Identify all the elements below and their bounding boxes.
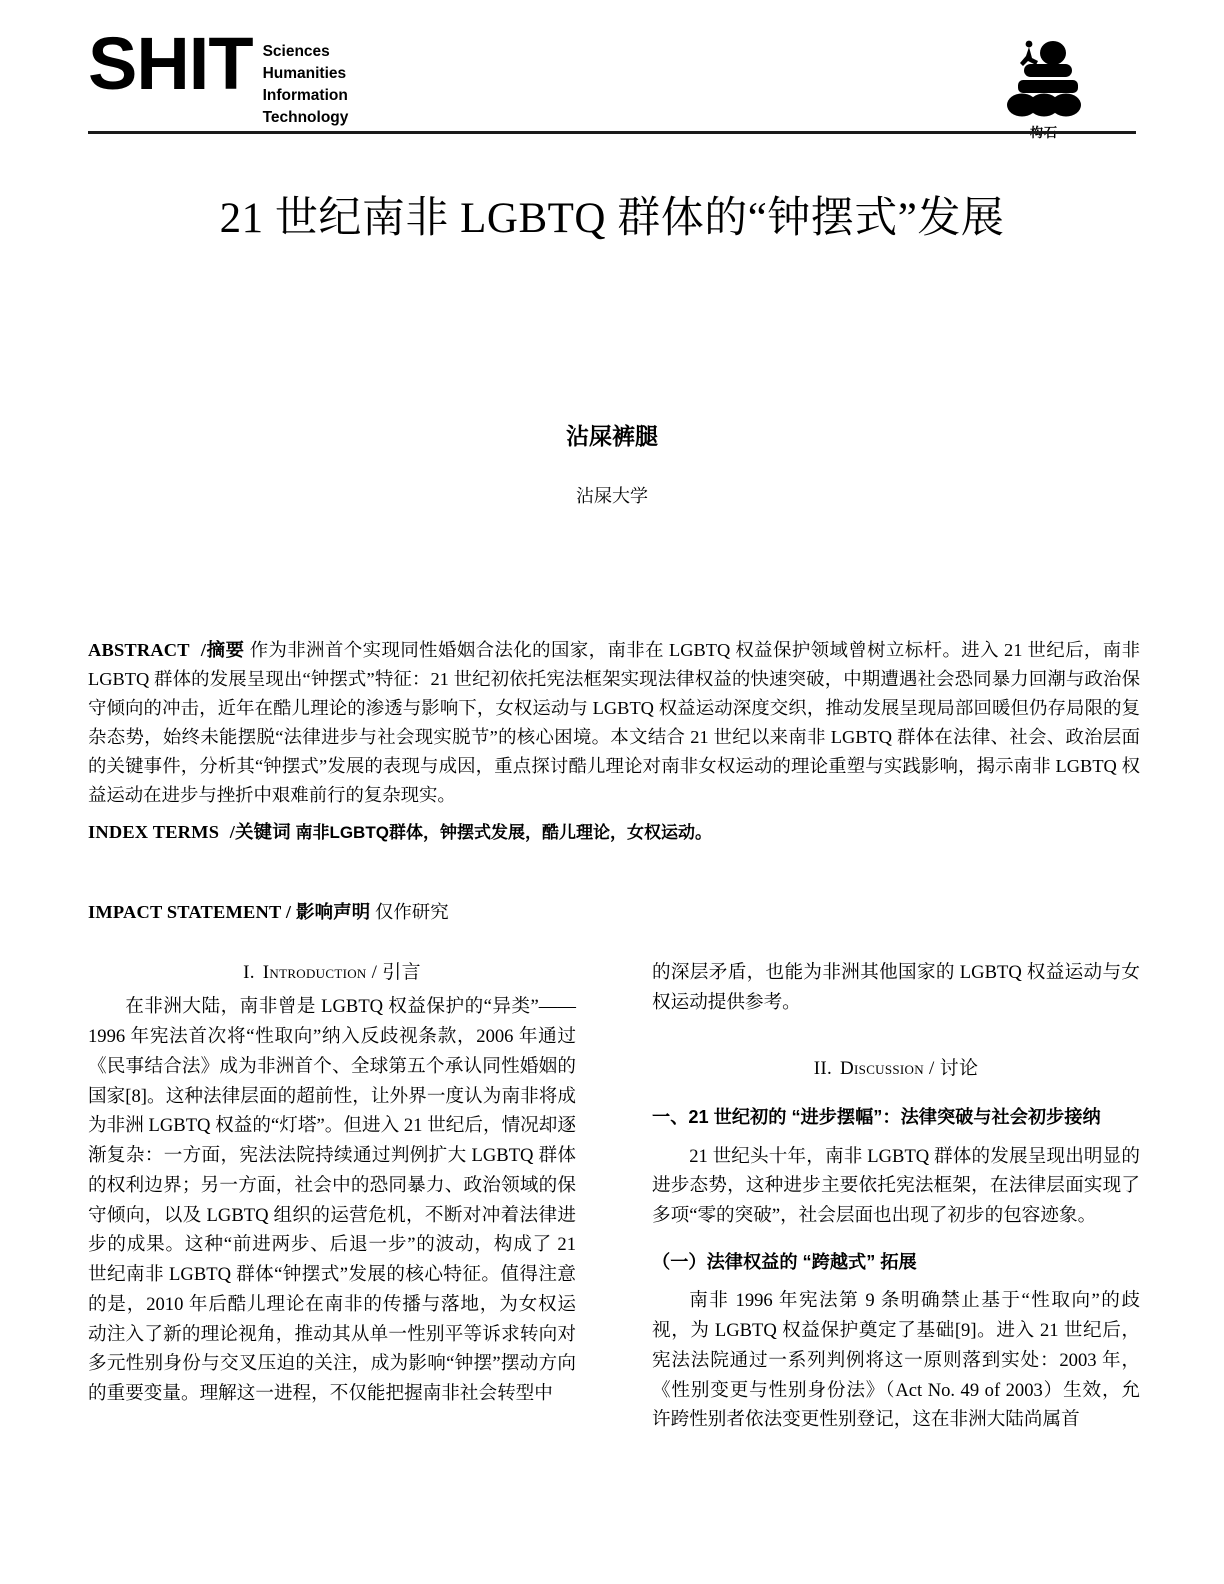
journal-acronym: SHIT bbox=[88, 22, 253, 105]
abstract-body: 作为非洲首个实现同性婚姻合法化的国家，南非在 LGBTQ 权益保护领域曾树立标杆。进入 21 世纪后，南非 LGBTQ 群体的发展呈现出“钟摆式”特征：21 世纪初依托宪法框架实现法律权益的快速突破，中期遭遇社会恐同暴力回潮与政治保守倾向的冲击，近年在酷儿理论的渗透与影响下，女权运动与 LGBTQ 权益运动深度交织，推动发展呈现局部回暖但仍存局限的复杂态势，始终未能摆脱“法律进步与社会现实脱节”的核心困境。本文结合 21 世纪以来南非 LGBTQ 群体在法律、社会、政治层面的关键事件，分析其“钟摆式”发展的表现与成因，重点探讨酷儿理论对南非女权运动的理论重塑与实践影响，揭示南非 LGBTQ 权益运动在进步与挫折中艰难前行的复杂现实。 bbox=[88, 640, 1140, 806]
abstract-label-sep: / bbox=[200, 640, 207, 660]
introduction-paragraph: 在非洲大陆，南非曾是 LGBTQ 权益保护的“异类”——1996 年宪法首次将“性取向”纳入反歧视条款，2006 年通过《民事结合法》成为非洲首个、全球第五个承认同性婚姻的国家[8]。这种法律层面的超前性，让外界一度认为南非将成为非洲 LGBTQ 权益的“灯塔”。但进入 21 世纪后，情况却逐渐复杂：一方面，宪法法院持续通过判例扩大 LGBTQ 群体的权利边界；另一方面，社会中的恐同暴力、政治领域的保守倾向，以及 LGBTQ 组织的运营危机，不断对冲着法律进步的成果。这种“前进两步、后退一步”的波动，构成了 21 世纪南非 LGBTQ 群体“钟摆式”发展的核心特征。值得注意的是，2010 年后酷儿理论在南非的传播与落地，为女权运动注入了新的理论视角，推动其从单一性别平等诉求转向对多元性别身份与交叉压迫的关注，成为影响“钟摆”摆动方向的重要变量。理解这一进程，不仅能把握南非社会转型中 bbox=[88, 996, 576, 1405]
author-name: 沾屎裤腿 bbox=[566, 423, 658, 449]
abstract-label bbox=[88, 640, 245, 660]
section-numeral-discussion: II. bbox=[813, 1057, 833, 1079]
header-divider bbox=[88, 131, 1136, 134]
section-title-discussion-sep: / bbox=[929, 1057, 935, 1079]
publisher-logo bbox=[996, 36, 1092, 146]
body-columns bbox=[88, 958, 1140, 1558]
impact-statement-label-en: IMPACT STATEMENT bbox=[88, 902, 282, 922]
stacked-stones-icon bbox=[996, 36, 1092, 124]
section-numeral-introduction: I. bbox=[243, 962, 255, 983]
section-heading-introduction bbox=[88, 958, 576, 988]
page-title: 21 世纪南非 LGBTQ 群体的“钟摆式”发展 bbox=[219, 194, 1005, 242]
journal-acronym-expansion bbox=[263, 28, 349, 129]
impact-statement-label bbox=[88, 902, 370, 922]
journal-brand bbox=[88, 22, 349, 129]
subsection-heading-1: 一、21 世纪初的 “进步摆幅”：法律突破与社会初步接纳 bbox=[652, 1106, 1101, 1127]
subsection-heading-2: （一）法律权益的 “跨越式” 拓展 bbox=[652, 1251, 917, 1272]
brand-expansion-line-4: Technology bbox=[262, 109, 349, 126]
section-title-introduction-sep: / bbox=[371, 962, 378, 983]
abstract-label-en: ABSTRACT bbox=[88, 640, 190, 660]
column-right bbox=[652, 958, 1140, 1558]
section-heading-discussion bbox=[652, 1054, 1140, 1084]
impact-statement-label-zh: 影响声明 bbox=[296, 902, 371, 922]
section-title-discussion-zh: 讨论 bbox=[939, 1057, 979, 1079]
impact-statement-body: 仅作研究 bbox=[375, 902, 449, 922]
brand-expansion-line-1: Sciences bbox=[262, 43, 330, 60]
brand-expansion-line-2: Humanities bbox=[262, 65, 347, 82]
index-terms-label-en: INDEX TERMS bbox=[88, 822, 220, 842]
column-left bbox=[88, 958, 576, 1558]
impact-statement-block bbox=[88, 898, 1140, 927]
index-terms-label bbox=[88, 822, 291, 842]
impact-statement-label-sep: / bbox=[285, 902, 292, 922]
subsection-2-paragraph: 南非 1996 年宪法第 9 条明确禁止基于“性取向”的歧视，为 LGBTQ 权益保护奠定了基础[9]。进入 21 世纪后，宪法法院通过一系列判例将这一原则落到实处：2003 年，《性别变更与性别身份法》（Act No. 49 of 2003）生效，允许跨性别者依法变更性别登记，这在非洲大陆尚属首 bbox=[652, 1290, 1140, 1431]
section-title-introduction-en: Introduction bbox=[262, 962, 367, 983]
author-affiliation: 沾屎大学 bbox=[576, 486, 648, 506]
introduction-paragraph-continued: 的深层矛盾，也能为非洲其他国家的 LGBTQ 权益运动与女权运动提供参考。 bbox=[652, 962, 1140, 1013]
section-title-discussion-en: Discussion bbox=[840, 1057, 924, 1079]
abstract-label-zh: 摘要 bbox=[206, 640, 245, 660]
abstract-block bbox=[88, 636, 1140, 810]
subsection-1-paragraph: 21 世纪头十年，南非 LGBTQ 群体的发展呈现出明显的进步态势，这种进步主要依托宪法框架，在法律层面实现了多项“零的突破”，社会层面也出现了初步的包容迹象。 bbox=[652, 1145, 1140, 1227]
index-terms-label-zh: 关键词 bbox=[235, 822, 291, 842]
index-terms-block bbox=[88, 818, 1140, 847]
publisher-logo-label: 构石 bbox=[1029, 125, 1058, 140]
brand-expansion-line-3: Information bbox=[262, 87, 348, 104]
masthead bbox=[88, 22, 1136, 140]
index-terms-body: 南非LGBTQ群体，钟摆式发展，酷儿理论，女权运动。 bbox=[295, 823, 712, 842]
index-terms-label-sep: / bbox=[229, 822, 236, 842]
section-title-introduction-zh: 引言 bbox=[382, 962, 421, 983]
